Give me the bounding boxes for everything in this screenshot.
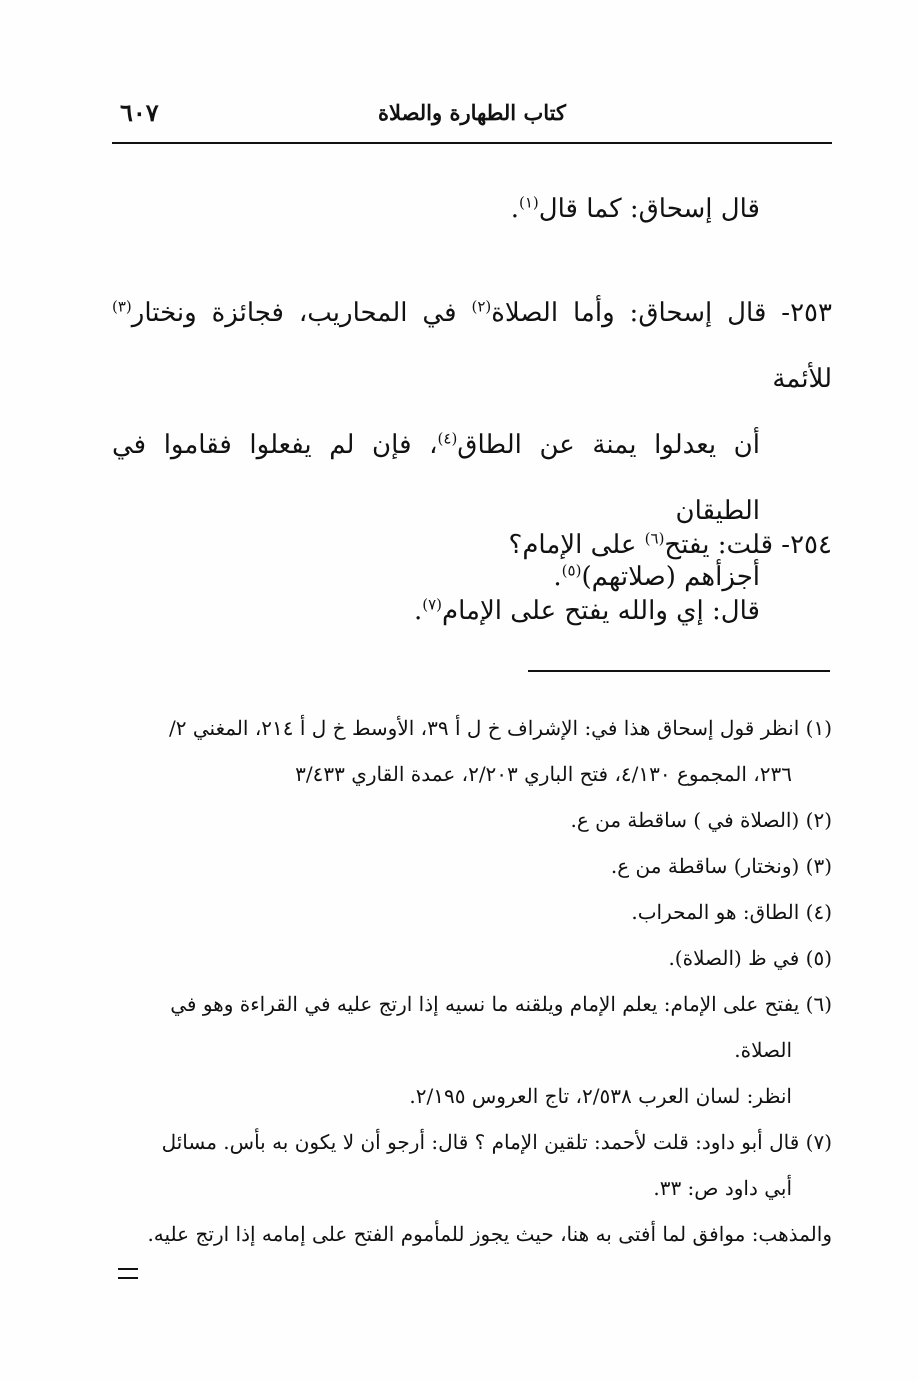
text-span: في المحاريب، فجائزة ونختار <box>131 298 472 328</box>
footnote-5: (٥) في ظ (الصلاة). <box>668 946 832 970</box>
footnote-7-continued: أبي داود ص: ٣٣. <box>653 1176 792 1200</box>
text-span: ، فإن لم يفعلوا فقاموا في الطيقان <box>112 430 760 526</box>
footnote-1-continued: ٢٣٦، المجموع ٤/١٣٠، فتح الباري ٢/٢٠٣، عمدة القاري ٣/٤٣٣ <box>295 762 792 786</box>
text-span: . <box>510 194 519 224</box>
text-span: . <box>553 562 562 592</box>
header-rule <box>112 142 832 144</box>
footnote-ref[interactable]: (٣) <box>112 297 132 316</box>
footnote-ref[interactable]: (٢) <box>471 297 492 316</box>
footnote-7: (٧) قال أبو داود: قلت لأحمد: تلقين الإمام ؟ قال: أرجو أن لا يكون به بأس. مسائل <box>161 1130 832 1154</box>
text-line <box>112 280 832 412</box>
text-span: للأئمة <box>772 364 832 394</box>
page-header <box>112 100 832 136</box>
text-span: قال: إي والله يفتح على الإمام <box>442 596 760 626</box>
footnote-7-note: والمذهب: موافق لما أفتى به هنا، حيث يجوز للمأموم الفتح على إمامه إذا ارتج عليه. <box>147 1222 832 1246</box>
text-span: على الإمام؟ <box>508 530 645 560</box>
footnote-4: (٤) الطاق: هو المحراب. <box>631 900 832 924</box>
footnote-3: (٣) (ونختار) ساقطة من ع. <box>610 854 832 878</box>
text-span: أن يعدلوا يمنة عن الطاق <box>457 430 760 460</box>
footnote-ref[interactable]: (١) <box>518 193 539 212</box>
footnote-ref[interactable]: (٤) <box>437 429 458 448</box>
footnote-ref[interactable]: (٦) <box>644 529 665 548</box>
footnote-ref[interactable]: (٧) <box>422 595 443 614</box>
page-number: ٦٠٧ <box>120 98 159 127</box>
masala-254 <box>112 512 832 644</box>
text-span: ٢٥٣- قال إسحاق: وأما الصلاة <box>491 298 832 328</box>
footnote-separator <box>528 670 830 672</box>
footnote-6: (٦) يفتح على الإمام: يعلم الإمام ويلقنه ما نسيه إذا ارتج عليه في القراءة وهو في <box>170 992 832 1016</box>
text-span: أجزأهم (صلاتهم) <box>581 562 760 592</box>
footnote-6-reference: انظر: لسان العرب ٢/٥٣٨، تاج العروس ٢/١٩٥. <box>409 1084 792 1108</box>
footnote-ref[interactable]: (٥) <box>561 561 582 580</box>
text-span: . <box>413 596 423 626</box>
running-title: كتاب الطهارة والصلاة <box>378 100 566 125</box>
text-line <box>112 578 832 644</box>
continuation-mark <box>118 1268 138 1279</box>
text-line <box>112 512 832 578</box>
footnote-1: (١) انظر قول إسحاق هذا في: الإشراف خ ل أ ٣٩، الأوسط خ ل أ ٢١٤، المغني ٢/ <box>169 716 832 740</box>
text-span: قال إسحاق: كما قال <box>538 194 760 224</box>
text-line <box>112 176 832 242</box>
footnote-2: (٢) (الصلاة في ) ساقطة من ع. <box>570 808 832 832</box>
paragraph-opening <box>112 176 832 242</box>
footnotes-section <box>112 705 832 1257</box>
text-span: ٢٥٤- قلت: يفتح <box>664 530 832 560</box>
footnote-6-continued: الصلاة. <box>734 1038 792 1062</box>
